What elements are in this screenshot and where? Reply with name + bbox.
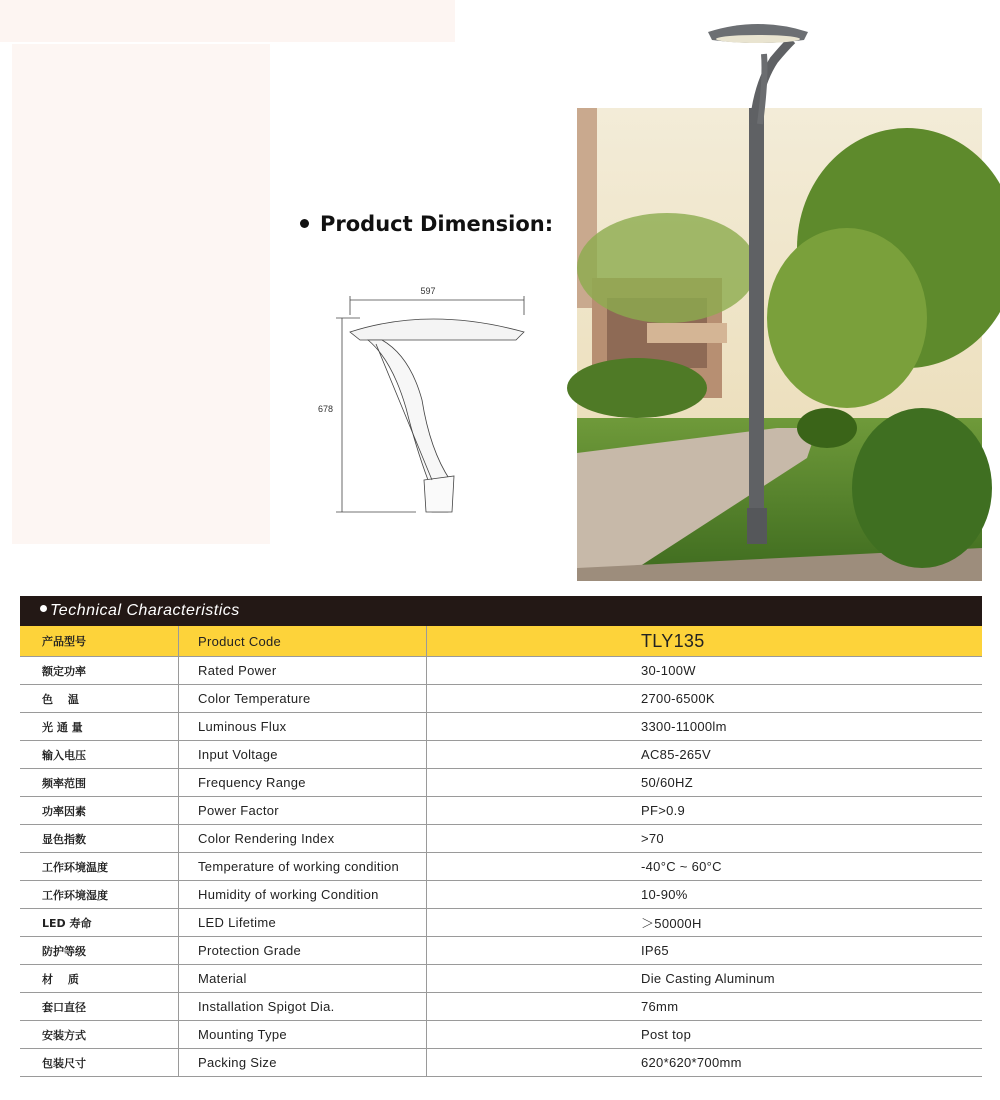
spec-label-en: Product Code (179, 626, 427, 657)
spec-label-cn: 功率因素 (20, 797, 179, 825)
spec-value: -40°C ~ 60°C (427, 853, 983, 881)
table-row (20, 713, 982, 741)
spec-label-cn: 套口直径 (20, 993, 179, 1021)
spec-label-en: Color Temperature (179, 685, 427, 713)
table-row (20, 853, 982, 881)
table-row (20, 881, 982, 909)
width-label: 597 (420, 286, 436, 296)
spec-value: PF>0.9 (427, 797, 983, 825)
table-row (20, 769, 982, 797)
spec-label-cn: 额定功率 (20, 657, 179, 685)
spec-value: 10-90% (427, 881, 983, 909)
spec-value: ＞50000H (427, 909, 983, 937)
height-label: 678 (318, 404, 334, 414)
spec-value: 2700-6500K (427, 685, 983, 713)
spec-label-cn: 输入电压 (20, 741, 179, 769)
spec-value: TLY135 (427, 626, 983, 657)
spec-label-cn: 材 质 (20, 965, 179, 993)
spec-value: Post top (427, 1021, 983, 1049)
table-row (20, 825, 982, 853)
tech-characteristics-table (20, 596, 982, 1077)
spec-label-en: LED Lifetime (179, 909, 427, 937)
spec-label-cn: 安装方式 (20, 1021, 179, 1049)
table-row (20, 657, 982, 685)
spec-label-en: Frequency Range (179, 769, 427, 797)
table-row (20, 797, 982, 825)
spec-value: 3300-11000lm (427, 713, 983, 741)
spec-label-cn: LED 寿命 (20, 909, 179, 937)
background-panel-top (0, 0, 455, 42)
table-row (20, 685, 982, 713)
spec-label-en: Protection Grade (179, 937, 427, 965)
spec-label-cn: 频率范围 (20, 769, 179, 797)
spec-value: >70 (427, 825, 983, 853)
spec-value: IP65 (427, 937, 983, 965)
table-row (20, 937, 982, 965)
table-row (20, 909, 982, 937)
spec-label-cn: 光 通 量 (20, 713, 179, 741)
bullet-icon (300, 219, 309, 228)
spec-label-en: Power Factor (179, 797, 427, 825)
table-header (20, 596, 982, 626)
spec-label-en: Mounting Type (179, 1021, 427, 1049)
spec-value: 620*620*700mm (427, 1049, 983, 1077)
spec-label-en: Material (179, 965, 427, 993)
spec-value: Die Casting Aluminum (427, 965, 983, 993)
spec-label-cn: 色 温 (20, 685, 179, 713)
spec-label-cn: 产品型号 (20, 626, 179, 657)
product-photo (577, 108, 982, 581)
spec-label-cn: 工作环境湿度 (20, 881, 179, 909)
spec-label-en: Luminous Flux (179, 713, 427, 741)
bullet-icon (40, 605, 47, 612)
spec-value: 76mm (427, 993, 983, 1021)
spec-label-cn: 包装尺寸 (20, 1049, 179, 1077)
table-row (20, 741, 982, 769)
spec-label-en: Rated Power (179, 657, 427, 685)
spec-label-en: Input Voltage (179, 741, 427, 769)
lamp-head-photo (700, 14, 820, 124)
spec-label-en: Temperature of working condition (179, 853, 427, 881)
lamp-head-outline (350, 319, 524, 340)
dimension-drawing (320, 280, 540, 520)
table-row (20, 1021, 982, 1049)
table-row (20, 1049, 982, 1077)
spec-label-en: Humidity of working Condition (179, 881, 427, 909)
section-heading (300, 212, 553, 236)
spec-label-en: Packing Size (179, 1049, 427, 1077)
lamp-pole (749, 108, 764, 538)
table-row (20, 965, 982, 993)
spec-value: AC85-265V (427, 741, 983, 769)
spec-label-cn: 工作环境温度 (20, 853, 179, 881)
background-panel-left (12, 44, 270, 544)
spec-label-en: Color Rendering Index (179, 825, 427, 853)
table-title: Technical Characteristics (50, 602, 240, 619)
spec-label-cn: 显色指数 (20, 825, 179, 853)
spec-label-en: Installation Spigot Dia. (179, 993, 427, 1021)
spec-table (20, 626, 982, 1077)
table-row (20, 993, 982, 1021)
spec-label-cn: 防护等级 (20, 937, 179, 965)
spec-value: 50/60HZ (427, 769, 983, 797)
section-title: Product Dimension: (320, 212, 554, 236)
spec-value: 30-100W (427, 657, 983, 685)
table-row-highlight (20, 626, 982, 657)
